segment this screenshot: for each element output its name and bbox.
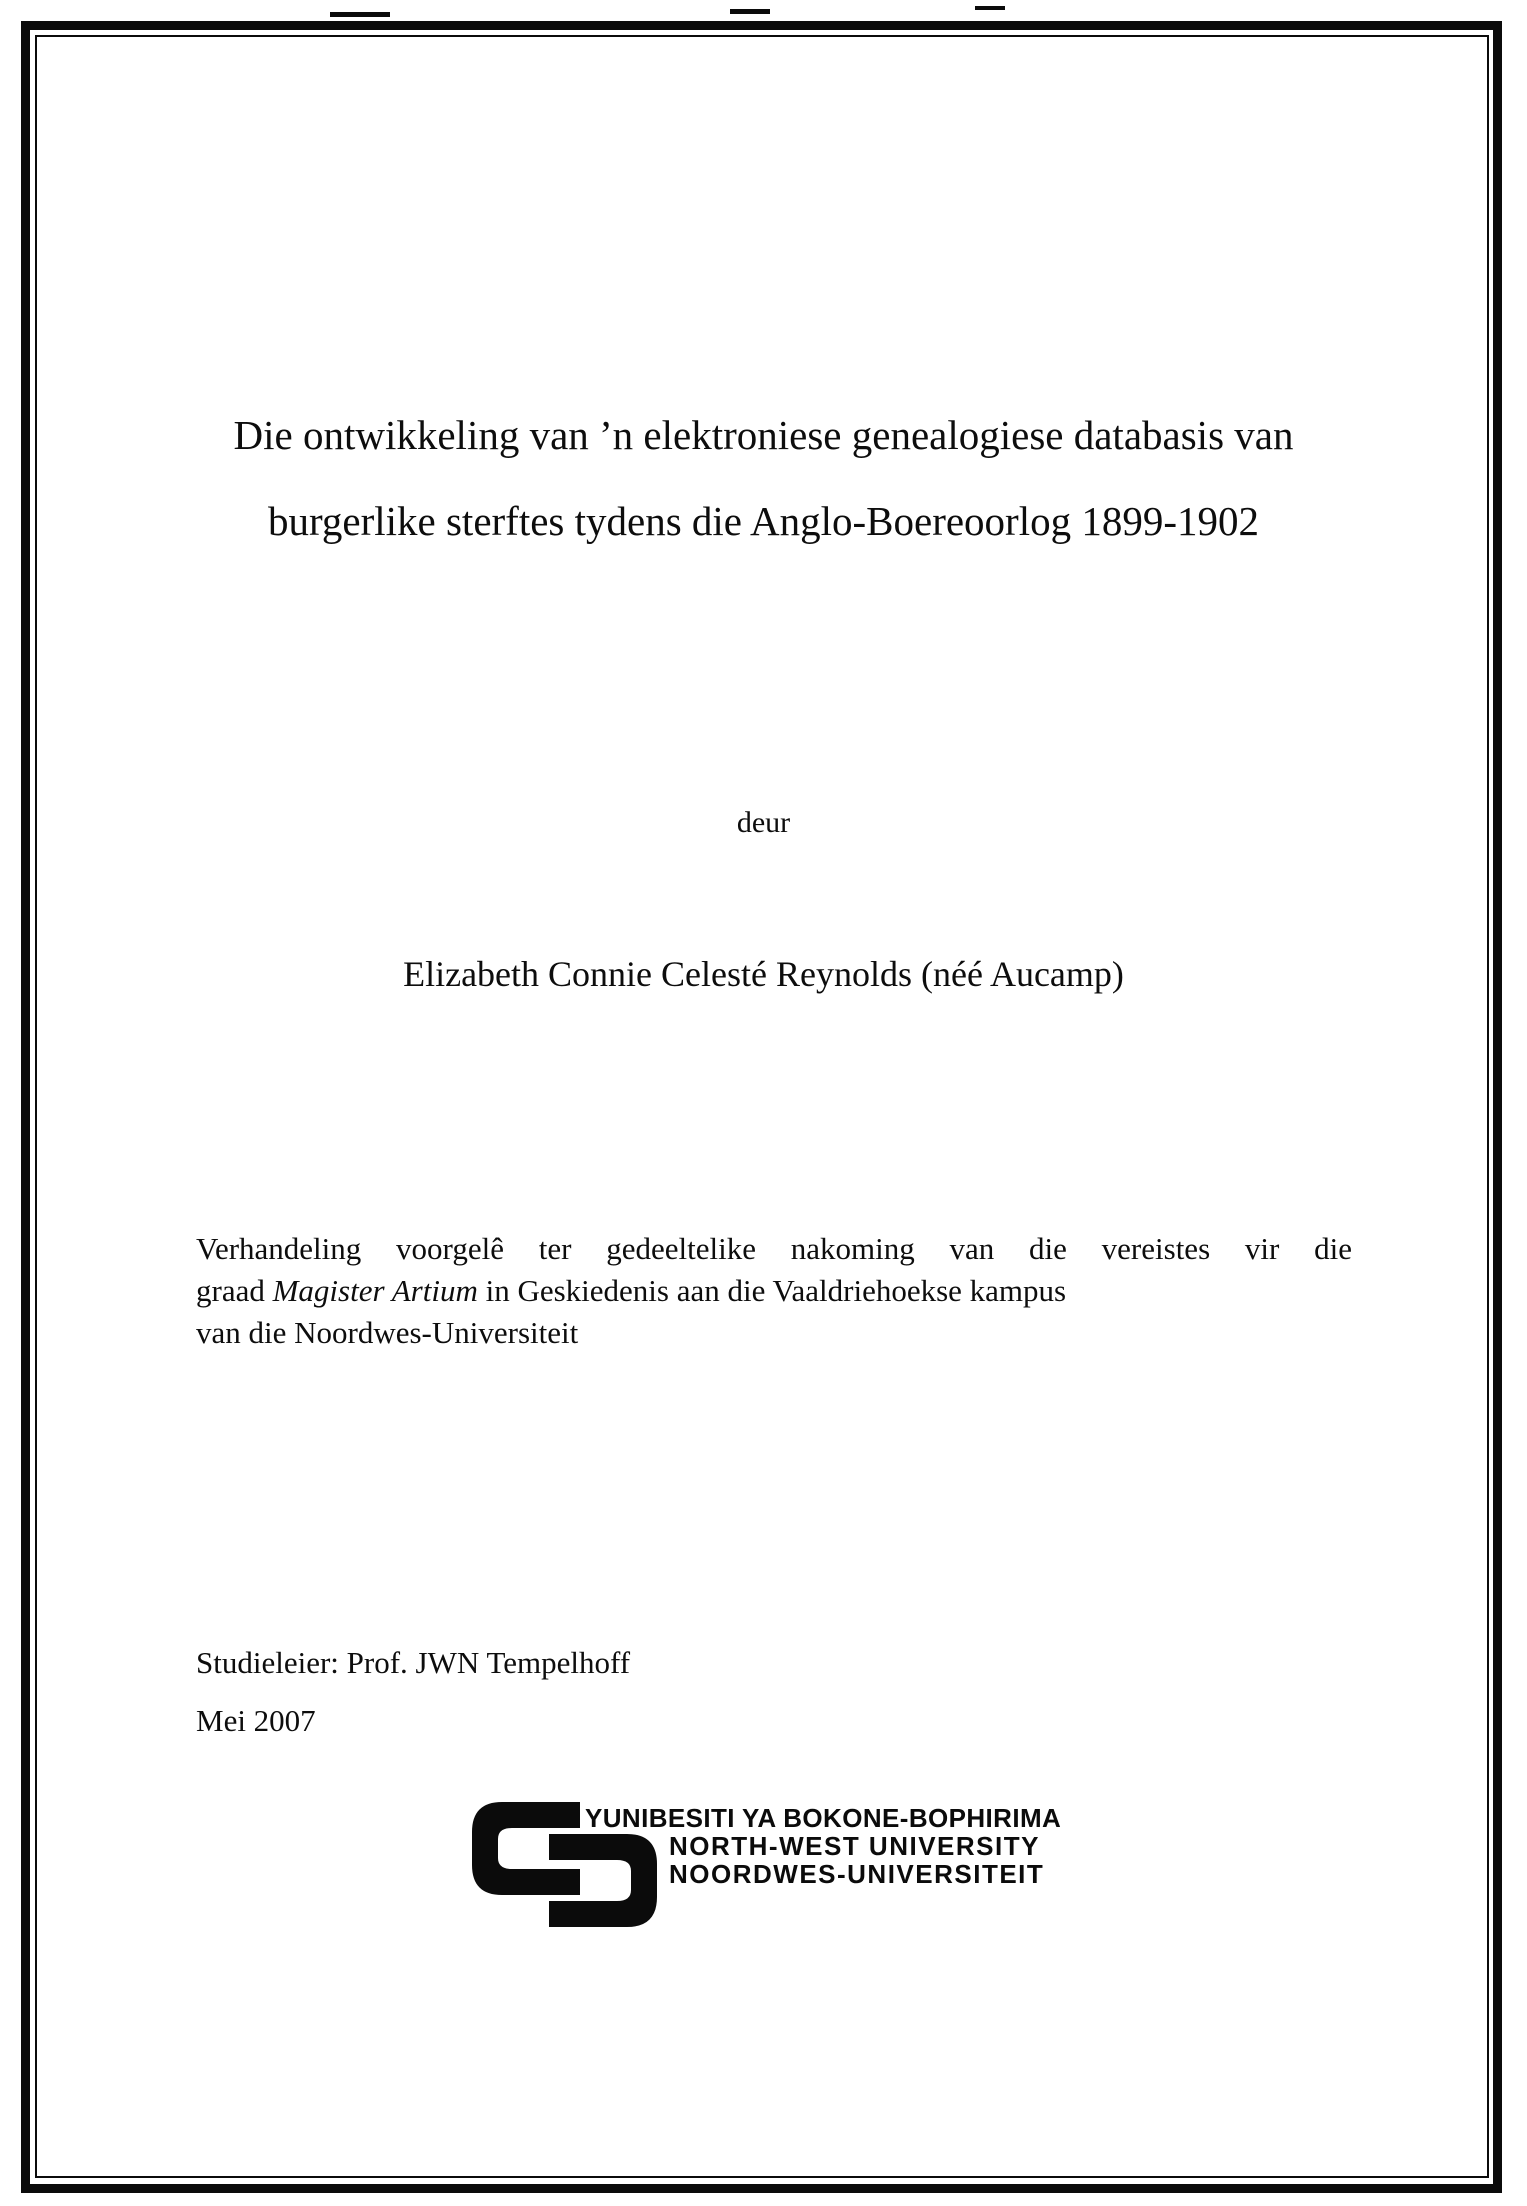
thesis-title xyxy=(110,392,1417,564)
thesis-title-line-1: Die ontwikkeling van ’n elektroniese genealogiese databasis van xyxy=(233,412,1294,458)
statement-line-2 xyxy=(196,1270,1352,1312)
scan-speck xyxy=(330,12,390,17)
scan-speck xyxy=(975,6,1005,10)
author-name: Elizabeth Connie Celesté Reynolds (néé Aucamp) xyxy=(403,954,1124,994)
logo-line-afrikaans: NOORDWES-UNIVERSITEIT xyxy=(669,1859,1045,1889)
logo-line-english: NORTH-WEST UNIVERSITY xyxy=(669,1831,1040,1861)
nwu-logo xyxy=(472,1800,1092,1935)
statement-line-3: van die Noordwes-Universiteit xyxy=(196,1315,579,1350)
nwu-logo-text xyxy=(585,1804,1061,1888)
supervisor-line: Studieleier: Prof. JWN Tempelhoff xyxy=(196,1645,631,1680)
scan-speck xyxy=(730,9,770,14)
statement-line-2-pre: graad xyxy=(196,1273,273,1308)
statement-line-2-degree: Magister Artium xyxy=(272,1273,478,1308)
statement-line-1: Verhandeling voorgelê ter gedeeltelike nakoming van die vereistes vir die xyxy=(196,1231,1352,1266)
statement-line-2-post: in Geskiedenis aan die Vaaldriehoekse kampus xyxy=(477,1273,1067,1308)
degree-statement xyxy=(196,1228,1352,1354)
logo-line-setswana: YUNIBESITI YA BOKONE-BOPHIRIMA xyxy=(585,1803,1062,1833)
thesis-title-line-2: burgerlike sterftes tydens die Anglo-Boereoorlog 1899-1902 xyxy=(267,498,1259,544)
date-line: Mei 2007 xyxy=(196,1703,316,1738)
byline: deur xyxy=(736,806,791,839)
